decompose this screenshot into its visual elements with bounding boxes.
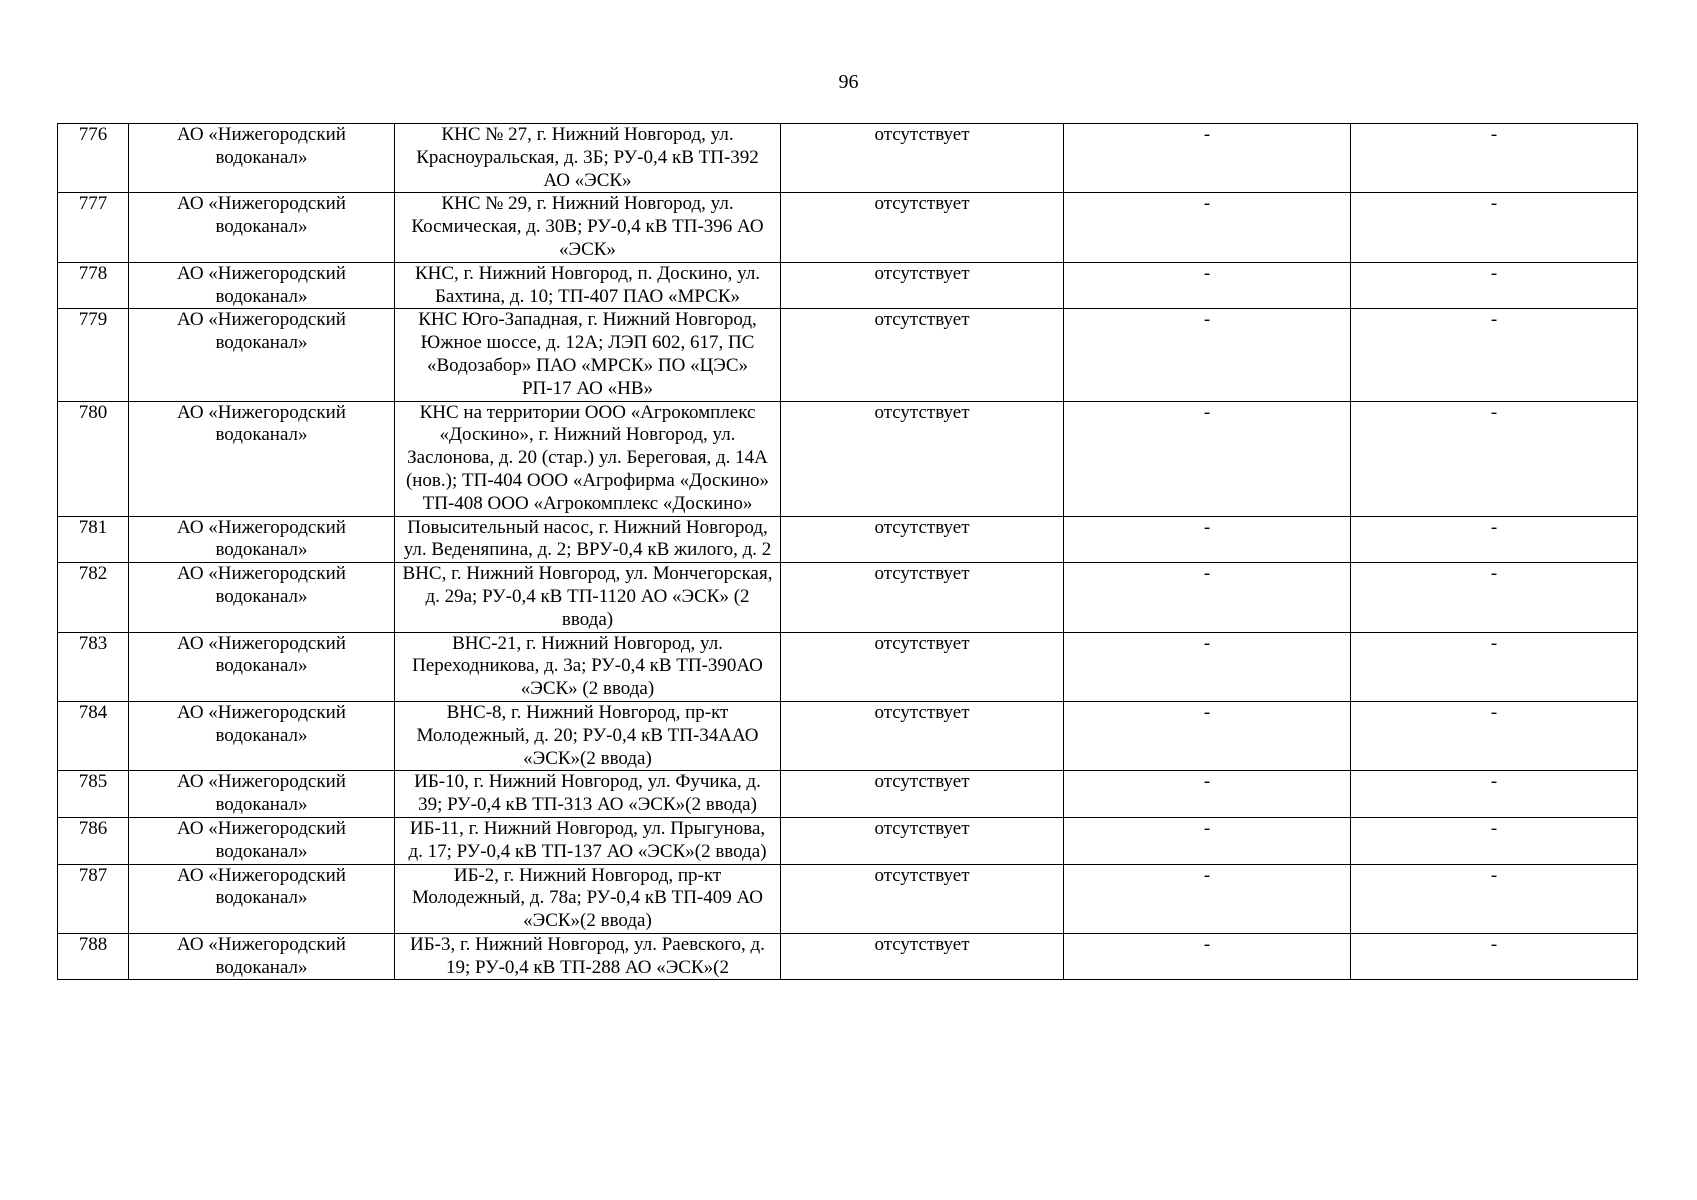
column-6-cell: - xyxy=(1351,864,1638,933)
table-row xyxy=(58,124,1638,193)
organization-cell: АО «Нижегородский водоканал» xyxy=(129,401,395,516)
row-number-cell: 776 xyxy=(58,124,129,193)
column-6-cell: - xyxy=(1351,124,1638,193)
status-cell: отсутствует xyxy=(781,817,1064,864)
object-address-cell: ИБ-11, г. Нижний Новгород, ул. Прыгунова, д. 17; РУ-0,4 кВ ТП-137 АО «ЭСК»(2 ввода) xyxy=(395,817,781,864)
row-number-cell: 783 xyxy=(58,632,129,701)
row-number-cell: 784 xyxy=(58,701,129,770)
object-address-cell: КНС на территории ООО «Агрокомплекс «Доскино», г. Нижний Новгород, ул. Заслонова, д. 20 (стар.) ул. Береговая, д. 14А (нов.); ТП-404 ООО «Агрофирма «Доскино» ТП-408 ООО «Агрокомплекс «Доскино» xyxy=(395,401,781,516)
organization-cell: АО «Нижегородский водоканал» xyxy=(129,516,395,563)
column-5-cell: - xyxy=(1064,516,1351,563)
column-5-cell: - xyxy=(1064,817,1351,864)
object-address-cell: ВНС, г. Нижний Новгород, ул. Мончегорская, д. 29а; РУ-0,4 кВ ТП-1120 АО «ЭСК» (2 ввода) xyxy=(395,563,781,632)
column-6-cell: - xyxy=(1351,309,1638,401)
table-row xyxy=(58,817,1638,864)
status-cell: отсутствует xyxy=(781,516,1064,563)
organization-cell: АО «Нижегородский водоканал» xyxy=(129,632,395,701)
column-6-cell: - xyxy=(1351,817,1638,864)
object-address-cell: ИБ-2, г. Нижний Новгород, пр-кт Молодежный, д. 78а; РУ-0,4 кВ ТП-409 АО «ЭСК»(2 ввода) xyxy=(395,864,781,933)
status-cell: отсутствует xyxy=(781,864,1064,933)
column-5-cell: - xyxy=(1064,632,1351,701)
column-6-cell: - xyxy=(1351,193,1638,262)
object-address-cell: ВНС-21, г. Нижний Новгород, ул. Переходникова, д. 3а; РУ-0,4 кВ ТП-390АО «ЭСК» (2 ввода) xyxy=(395,632,781,701)
column-5-cell: - xyxy=(1064,401,1351,516)
table-row xyxy=(58,516,1638,563)
row-number-cell: 779 xyxy=(58,309,129,401)
column-6-cell: - xyxy=(1351,771,1638,818)
organization-cell: АО «Нижегородский водоканал» xyxy=(129,864,395,933)
table-row xyxy=(58,632,1638,701)
row-number-cell: 782 xyxy=(58,563,129,632)
registry-table-body xyxy=(58,124,1638,980)
object-address-cell: ВНС-8, г. Нижний Новгород, пр-кт Молодежный, д. 20; РУ-0,4 кВ ТП-34ААО «ЭСК»(2 ввода) xyxy=(395,701,781,770)
column-6-cell: - xyxy=(1351,516,1638,563)
object-address-cell: КНС, г. Нижний Новгород, п. Доскино, ул. Бахтина, д. 10; ТП-407 ПАО «МРСК» xyxy=(395,262,781,309)
column-5-cell: - xyxy=(1064,933,1351,980)
status-cell: отсутствует xyxy=(781,193,1064,262)
column-5-cell: - xyxy=(1064,864,1351,933)
column-6-cell: - xyxy=(1351,563,1638,632)
table-row xyxy=(58,864,1638,933)
status-cell: отсутствует xyxy=(781,262,1064,309)
organization-cell: АО «Нижегородский водоканал» xyxy=(129,309,395,401)
status-cell: отсутствует xyxy=(781,401,1064,516)
status-cell: отсутствует xyxy=(781,124,1064,193)
table-row xyxy=(58,933,1638,980)
status-cell: отсутствует xyxy=(781,771,1064,818)
status-cell: отсутствует xyxy=(781,933,1064,980)
row-number-cell: 778 xyxy=(58,262,129,309)
column-6-cell: - xyxy=(1351,262,1638,309)
status-cell: отсутствует xyxy=(781,701,1064,770)
column-6-cell: - xyxy=(1351,401,1638,516)
page-number: 96 xyxy=(838,71,859,93)
table-row xyxy=(58,771,1638,818)
column-5-cell: - xyxy=(1064,701,1351,770)
column-5-cell: - xyxy=(1064,124,1351,193)
row-number-cell: 777 xyxy=(58,193,129,262)
organization-cell: АО «Нижегородский водоканал» xyxy=(129,701,395,770)
row-number-cell: 785 xyxy=(58,771,129,818)
object-address-cell: ИБ-10, г. Нижний Новгород, ул. Фучика, д. 39; РУ-0,4 кВ ТП-313 АО «ЭСК»(2 ввода) xyxy=(395,771,781,818)
column-5-cell: - xyxy=(1064,309,1351,401)
status-cell: отсутствует xyxy=(781,309,1064,401)
table-row xyxy=(58,262,1638,309)
column-6-cell: - xyxy=(1351,632,1638,701)
status-cell: отсутствует xyxy=(781,563,1064,632)
object-address-cell: Повысительный насос, г. Нижний Новгород, ул. Веденяпина, д. 2; ВРУ-0,4 кВ жилого, д. 2 xyxy=(395,516,781,563)
column-5-cell: - xyxy=(1064,262,1351,309)
row-number-cell: 781 xyxy=(58,516,129,563)
row-number-cell: 788 xyxy=(58,933,129,980)
object-address-cell: КНС № 27, г. Нижний Новгород, ул. Красноуральская, д. 3Б; РУ-0,4 кВ ТП-392 АО «ЭСК» xyxy=(395,124,781,193)
registry-table xyxy=(57,123,1638,980)
organization-cell: АО «Нижегородский водоканал» xyxy=(129,771,395,818)
organization-cell: АО «Нижегородский водоканал» xyxy=(129,124,395,193)
object-address-cell: ИБ-3, г. Нижний Новгород, ул. Раевского, д. 19; РУ-0,4 кВ ТП-288 АО «ЭСК»(2 xyxy=(395,933,781,980)
row-number-cell: 786 xyxy=(58,817,129,864)
row-number-cell: 780 xyxy=(58,401,129,516)
table-row xyxy=(58,701,1638,770)
object-address-cell: КНС Юго-Западная, г. Нижний Новгород, Южное шоссе, д. 12А; ЛЭП 602, 617, ПС «Водозабор» ПАО «МРСК» ПО «ЦЭС» РП-17 АО «НВ» xyxy=(395,309,781,401)
organization-cell: АО «Нижегородский водоканал» xyxy=(129,563,395,632)
column-5-cell: - xyxy=(1064,771,1351,818)
column-5-cell: - xyxy=(1064,563,1351,632)
table-row xyxy=(58,401,1638,516)
organization-cell: АО «Нижегородский водоканал» xyxy=(129,933,395,980)
table-row xyxy=(58,563,1638,632)
organization-cell: АО «Нижегородский водоканал» xyxy=(129,262,395,309)
column-6-cell: - xyxy=(1351,933,1638,980)
organization-cell: АО «Нижегородский водоканал» xyxy=(129,193,395,262)
object-address-cell: КНС № 29, г. Нижний Новгород, ул. Космическая, д. 30В; РУ-0,4 кВ ТП-396 АО «ЭСК» xyxy=(395,193,781,262)
column-5-cell: - xyxy=(1064,193,1351,262)
table-row xyxy=(58,193,1638,262)
column-6-cell: - xyxy=(1351,701,1638,770)
row-number-cell: 787 xyxy=(58,864,129,933)
organization-cell: АО «Нижегородский водоканал» xyxy=(129,817,395,864)
status-cell: отсутствует xyxy=(781,632,1064,701)
table-row xyxy=(58,309,1638,401)
